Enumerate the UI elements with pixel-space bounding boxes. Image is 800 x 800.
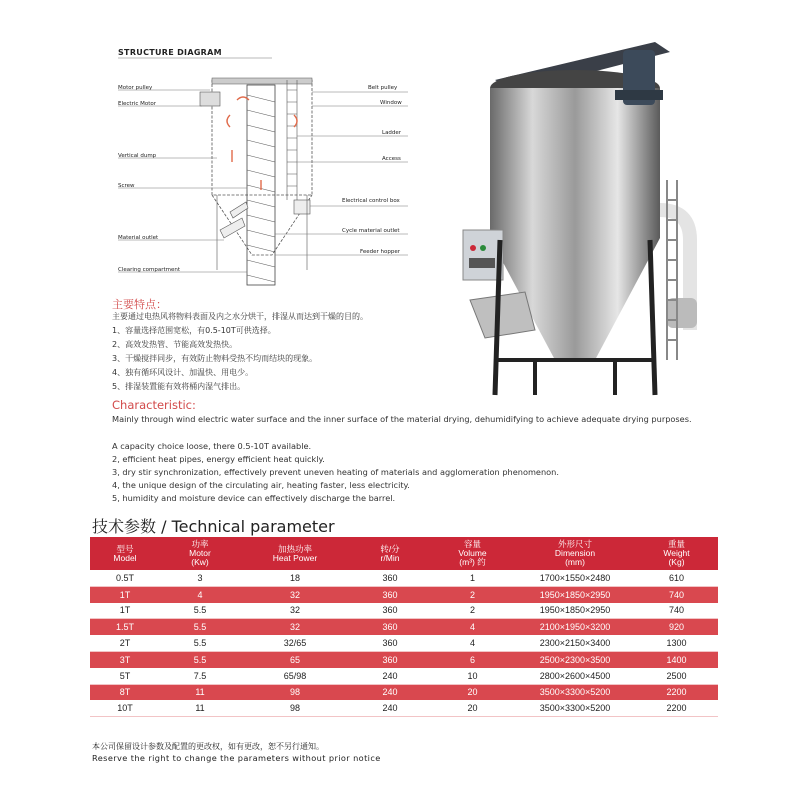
header-heat-power: 加热功率 Heat Power xyxy=(240,537,350,570)
feature-cn-line: 主要通过电热风将物料表面及内之水分烘干，排湿从而达到干燥的目的。 xyxy=(112,312,368,321)
table-row xyxy=(90,603,718,619)
cell: 7.5 xyxy=(160,668,240,684)
callout-motor-pulley: Motor pulley xyxy=(118,85,153,91)
cell: 32 xyxy=(240,619,350,635)
spec-table xyxy=(90,537,718,717)
callout-feeder-hopper: Feeder hopper xyxy=(360,249,400,255)
dryer-machine-illustration xyxy=(455,30,705,400)
feature-cn-line: 3、干燥搅拌同步，有效防止物料受热不均而结块的现象。 xyxy=(112,354,318,363)
cell: 2500 xyxy=(635,668,718,684)
cell: 1.5T xyxy=(90,619,160,635)
cell: 1400 xyxy=(635,651,718,667)
cell: 11 xyxy=(160,700,240,716)
cell: 4 xyxy=(160,586,240,602)
characteristic-heading: Characteristic: xyxy=(112,398,196,412)
table-row xyxy=(90,684,718,700)
technical-parameter-title: 技术参数 / Technical parameter xyxy=(92,517,335,536)
features-heading-cn: 主要特点： xyxy=(112,298,167,311)
cell: 740 xyxy=(635,603,718,619)
cell: 2300×2150×3400 xyxy=(515,635,635,651)
cell: 2500×2300×3500 xyxy=(515,651,635,667)
header-weight: 重量 Weight (Kg) xyxy=(635,537,718,570)
table-row xyxy=(90,619,718,635)
callout-electric-motor: Electric Motor xyxy=(118,101,157,107)
cell: 5.5 xyxy=(160,619,240,635)
cell: 3 xyxy=(160,570,240,586)
cell: 20 xyxy=(430,700,515,716)
cell: 2 xyxy=(430,586,515,602)
cell: 65 xyxy=(240,651,350,667)
cell: 98 xyxy=(240,684,350,700)
cell: 1 xyxy=(430,570,515,586)
cell: 1T xyxy=(90,603,160,619)
cell: 1T xyxy=(90,586,160,602)
callout-window: Window xyxy=(380,100,402,106)
table-row xyxy=(90,586,718,602)
callout-clearing-compartment: Clearing compartment xyxy=(118,267,181,273)
cell: 3T xyxy=(90,651,160,667)
table-header-row xyxy=(90,537,718,570)
cell: 32 xyxy=(240,586,350,602)
cell: 0.5T xyxy=(90,570,160,586)
characteristic-line: A capacity choice loose, there 0.5-10T available. xyxy=(112,441,312,451)
callout-cycle-outlet: Cycle material outlet xyxy=(342,228,400,234)
footer-note-en: Reserve the right to change the parameters without prior notice xyxy=(92,753,381,763)
cell: 610 xyxy=(635,570,718,586)
cell: 65/98 xyxy=(240,668,350,684)
cell: 360 xyxy=(350,586,430,602)
cell: 5.5 xyxy=(160,651,240,667)
cell: 8T xyxy=(90,684,160,700)
cell: 10 xyxy=(430,668,515,684)
characteristic-line: 2, efficient heat pipes, energy efficient heat quickly. xyxy=(112,454,325,464)
cell: 2 xyxy=(430,603,515,619)
feature-cn-line: 1、容量选择范围宽松，有0.5-10T可供选择。 xyxy=(112,326,276,335)
characteristic-line: 3, dry stir synchronization, effectively prevent uneven heating of materials and agglomeration phenomenon. xyxy=(112,467,559,477)
cell: 20 xyxy=(430,684,515,700)
cell: 5.5 xyxy=(160,635,240,651)
cell: 2100×1950×3200 xyxy=(515,619,635,635)
footer-note-cn: 本公司保留设计参数及配置的更改权，如有更改，恕不另行通知。 xyxy=(92,742,324,751)
cell: 2200 xyxy=(635,684,718,700)
callout-belt-pulley: Belt pulley xyxy=(368,85,398,91)
table-row xyxy=(90,635,718,651)
characteristic-line: 5, humidity and moisture device can effectively discharge the barrel. xyxy=(112,493,396,503)
cell: 240 xyxy=(350,684,430,700)
characteristic-line: 4, the unique design of the circulating air, heating faster, less electricity. xyxy=(112,480,410,490)
cell: 360 xyxy=(350,603,430,619)
cell: 360 xyxy=(350,635,430,651)
cell: 240 xyxy=(350,700,430,716)
feature-cn-line: 5、排湿装置能有效将桶内湿气排出。 xyxy=(112,382,246,391)
table-row xyxy=(90,700,718,716)
callout-ladder: Ladder xyxy=(382,130,402,136)
feature-cn-line: 2、高效发热管、节能高效发热快。 xyxy=(112,340,238,349)
cell: 2T xyxy=(90,635,160,651)
cell: 18 xyxy=(240,570,350,586)
cell: 32/65 xyxy=(240,635,350,651)
cell: 240 xyxy=(350,668,430,684)
cell: 1950×1850×2950 xyxy=(515,603,635,619)
callout-vertical-dump: Vertical dump xyxy=(118,153,157,159)
cell: 10T xyxy=(90,700,160,716)
cell: 3500×3300×5200 xyxy=(515,700,635,716)
cell: 360 xyxy=(350,619,430,635)
cell: 2200 xyxy=(635,700,718,716)
cell: 4 xyxy=(430,635,515,651)
header-volume: 容量 Volume (m³) 约 xyxy=(430,537,515,570)
cell: 920 xyxy=(635,619,718,635)
cell: 11 xyxy=(160,684,240,700)
cell: 2800×2600×4500 xyxy=(515,668,635,684)
table-row xyxy=(90,570,718,586)
header-model: 型号 Model xyxy=(90,537,160,570)
cell: 98 xyxy=(240,700,350,716)
cell: 1950×1850×2950 xyxy=(515,586,635,602)
callout-screw: Screw xyxy=(118,183,135,189)
header-motor: 功率 Motor (Kw) xyxy=(160,537,240,570)
header-speed: 转/分 r/Min xyxy=(350,537,430,570)
callout-material-outlet: Material outlet xyxy=(118,235,159,241)
cell: 3500×3300×5200 xyxy=(515,684,635,700)
cell: 360 xyxy=(350,651,430,667)
cell: 740 xyxy=(635,586,718,602)
cell: 1700×1550×2480 xyxy=(515,570,635,586)
cell: 32 xyxy=(240,603,350,619)
diagram-title: STRUCTURE DIAGRAM xyxy=(118,48,222,57)
cell: 6 xyxy=(430,651,515,667)
callout-access: Access xyxy=(382,156,401,162)
cell: 5.5 xyxy=(160,603,240,619)
callout-control-box: Electrical control box xyxy=(342,198,400,204)
cell: 1300 xyxy=(635,635,718,651)
table-row xyxy=(90,668,718,684)
cell: 4 xyxy=(430,619,515,635)
header-dimension: 外形尺寸 Dimension (mm) xyxy=(515,537,635,570)
feature-cn-line: 4、独有循环风设计、加温快、用电少。 xyxy=(112,368,254,377)
table-row xyxy=(90,651,718,667)
cell: 5T xyxy=(90,668,160,684)
cell: 360 xyxy=(350,570,430,586)
characteristic-line: Mainly through wind electric water surface and the inner surface of the material drying, dehumidifying to achieve adequate drying purposes. xyxy=(112,414,692,424)
